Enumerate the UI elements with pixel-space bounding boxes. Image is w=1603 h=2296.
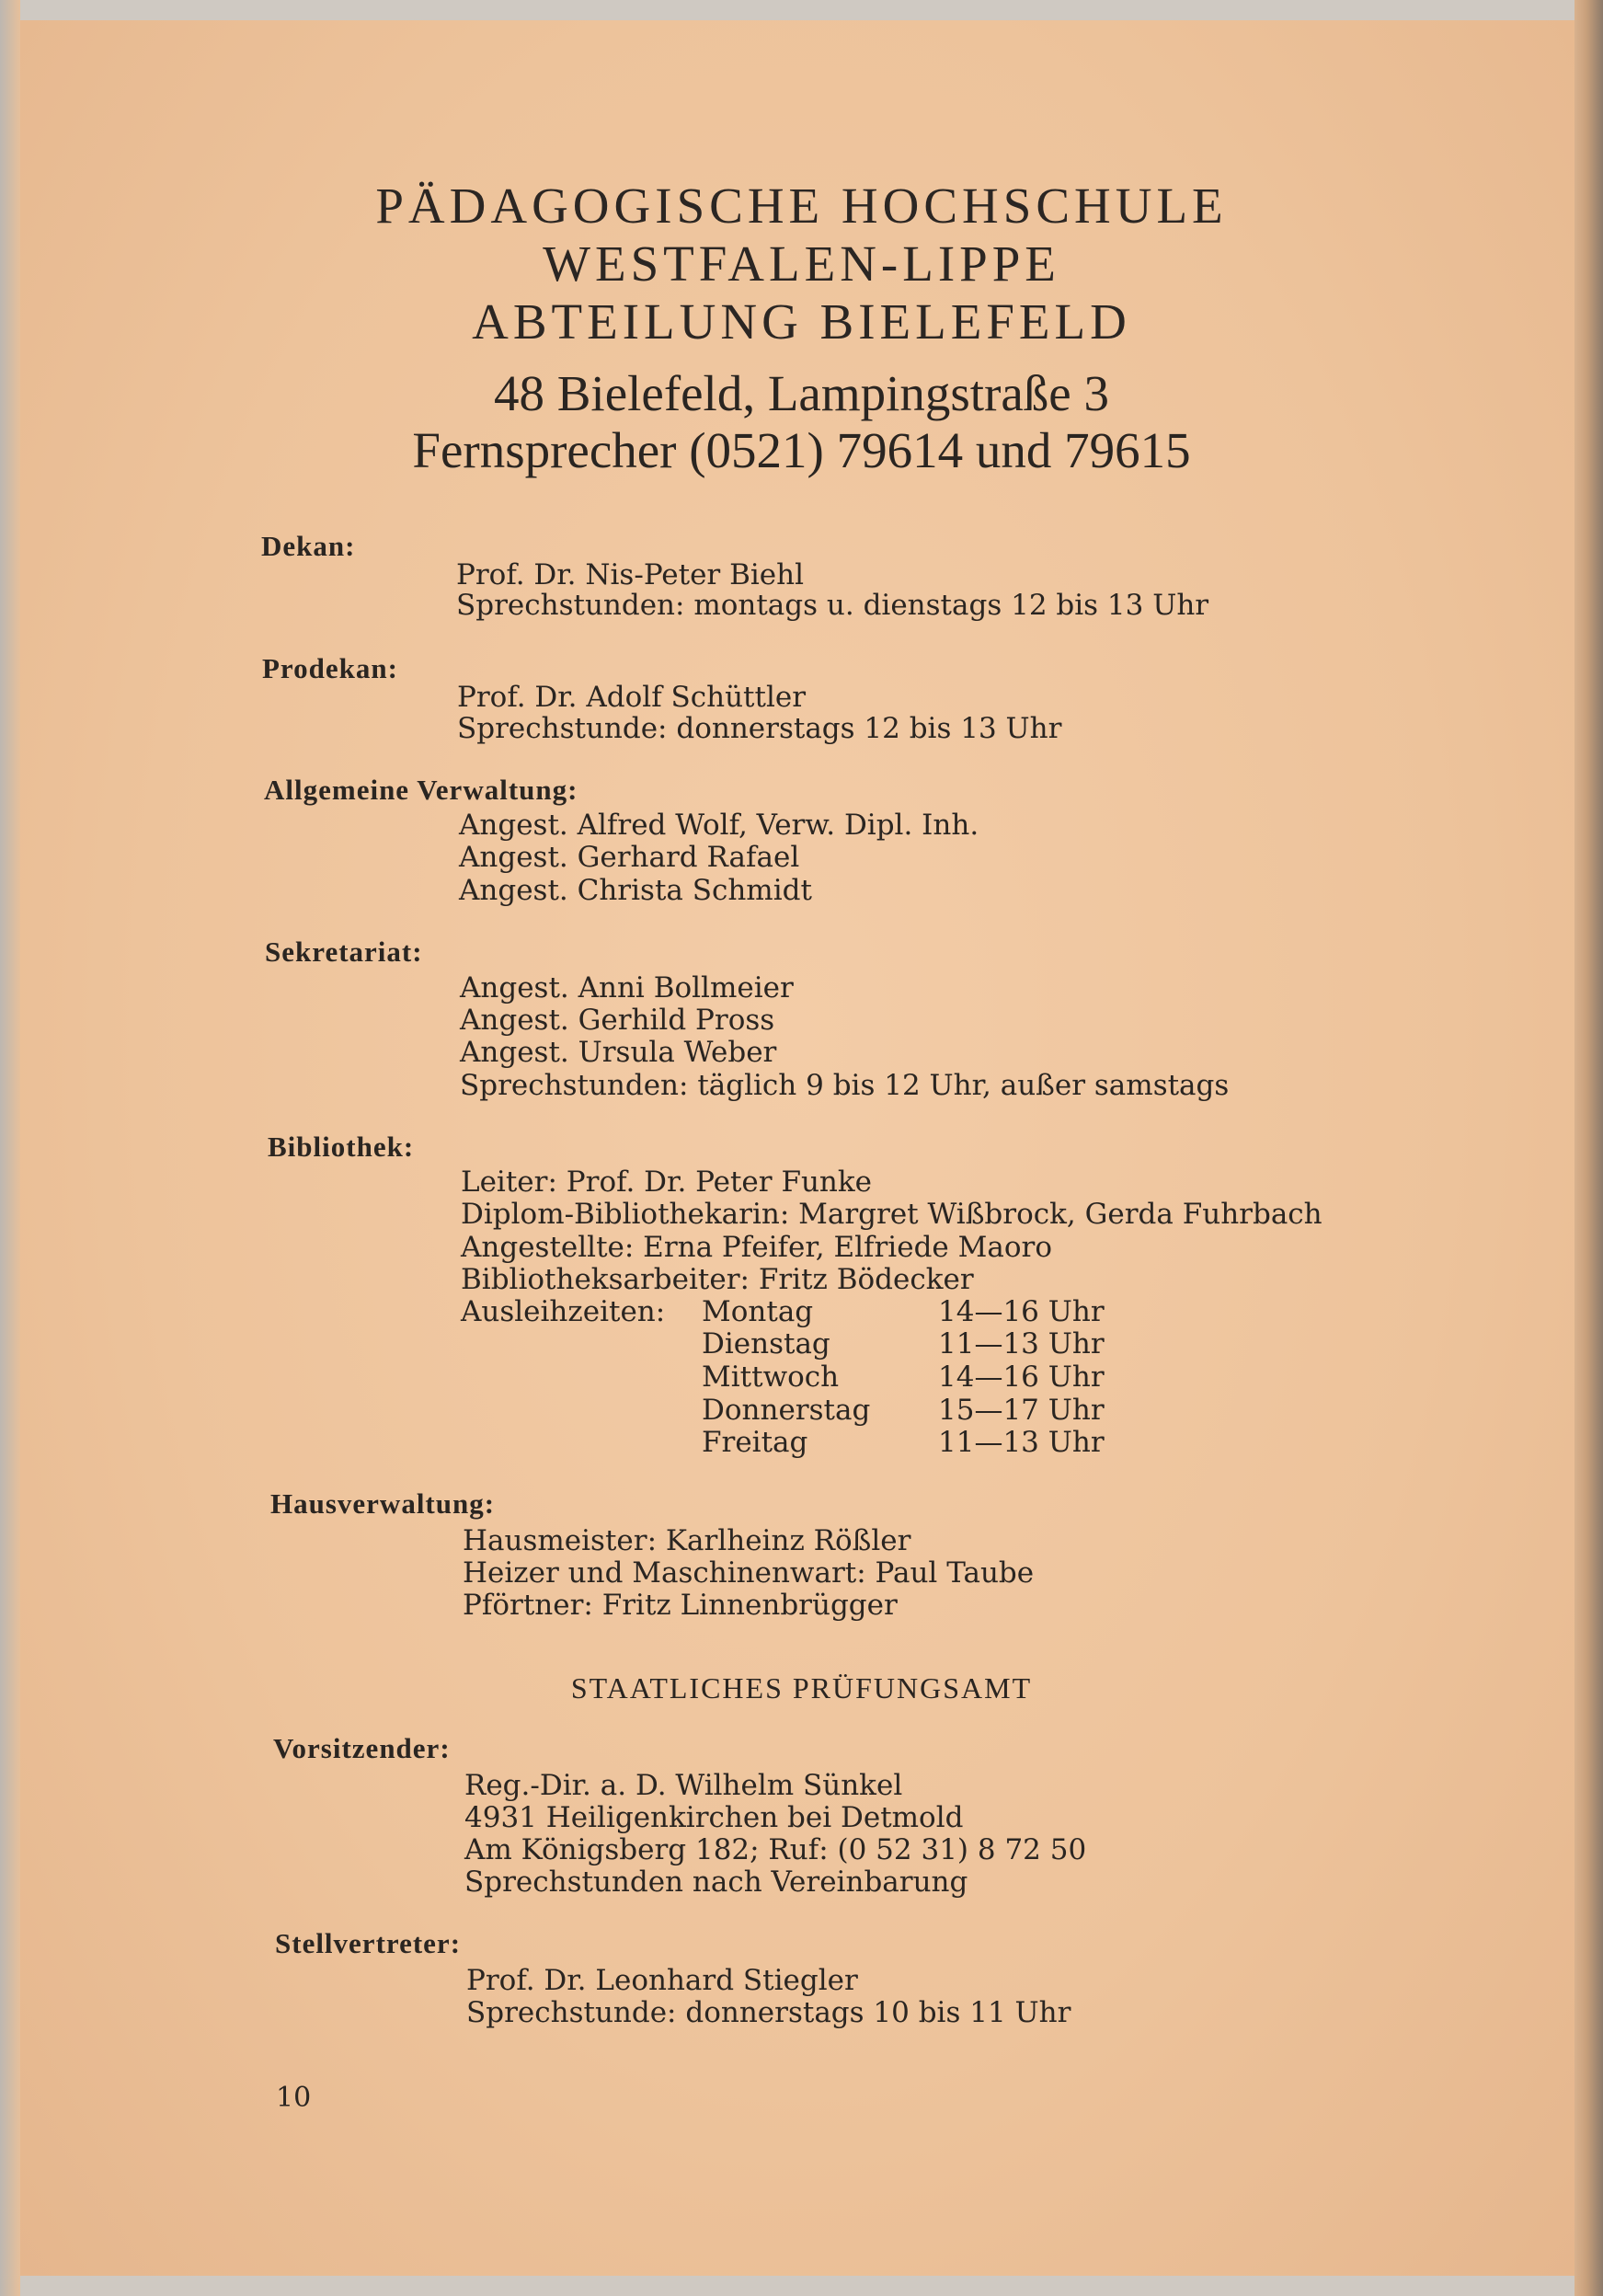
institution-phone: Fernsprecher (0521) 79614 und 79615 <box>412 422 1191 478</box>
bibliothek-leiter: Leiter: Prof. Dr. Peter Funke <box>461 1165 873 1199</box>
institution-address: 48 Bielefeld, Lampingstraße 3 <box>494 365 1109 421</box>
schedule-day: Dienstag <box>702 1327 830 1360</box>
sekretariat-hours: Sprechstunden: täglich 9 bis 12 Uhr, außer samstags <box>460 1069 1230 1102</box>
schedule-day: Freitag <box>702 1426 808 1459</box>
vorsitzender-hours: Sprechstunden nach Vereinbarung <box>464 1866 968 1899</box>
dekan-hours: Sprechstunden: montags u. dienstags 12 bis 13 Uhr <box>456 589 1209 622</box>
schedule-time: 11—13 Uhr <box>938 1426 1105 1459</box>
book-page <box>20 20 1574 2276</box>
institution-region: WESTFALEN-LIPPE <box>543 235 1060 292</box>
bibliothek-bibliothekarin: Diplom-Bibliothekarin: Margret Wißbrock, Gerda Fuhrbach <box>461 1198 1322 1231</box>
schedule-day: Mittwoch <box>702 1360 840 1394</box>
hausverwaltung-label: Hausverwaltung: <box>270 1487 496 1520</box>
schedule-time: 11—13 Uhr <box>938 1327 1105 1360</box>
verwaltung-label: Allgemeine Verwaltung: <box>264 774 578 806</box>
dekan-label: Dekan: <box>261 530 356 562</box>
stellvertreter-name: Prof. Dr. Leonhard Stiegler <box>466 1964 858 1997</box>
verwaltung-staff-2: Angest. Gerhard Rafael <box>459 841 800 874</box>
stellvertreter-hours: Sprechstunde: donnerstags 10 bis 11 Uhr <box>466 1996 1071 2029</box>
schedule-day: Montag <box>702 1295 814 1328</box>
schedule-time: 15—17 Uhr <box>938 1394 1105 1427</box>
schedule-day: Donnerstag <box>702 1394 871 1427</box>
dekan-name: Prof. Dr. Nis-Peter Biehl <box>456 558 805 591</box>
hausverwaltung-hausmeister: Hausmeister: Karlheinz Rößler <box>463 1524 911 1557</box>
prodekan-name: Prof. Dr. Adolf Schüttler <box>457 681 807 714</box>
vorsitzender-town: 4931 Heiligenkirchen bei Detmold <box>464 1801 964 1834</box>
pruefungsamt-title: STAATLICHES PRÜFUNGSAMT <box>570 1671 1033 1705</box>
sekretariat-staff-2: Angest. Gerhild Pross <box>460 1004 775 1037</box>
prodekan-hours: Sprechstunde: donnerstags 12 bis 13 Uhr <box>457 712 1062 745</box>
sekretariat-staff-1: Angest. Anni Bollmeier <box>460 971 794 1004</box>
verwaltung-staff-1: Angest. Alfred Wolf, Verw. Dipl. Inh. <box>459 809 979 842</box>
vorsitzender-name: Reg.-Dir. a. D. Wilhelm Sünkel <box>464 1769 903 1802</box>
hausverwaltung-heizer: Heizer und Maschinenwart: Paul Taube <box>463 1556 1035 1590</box>
sekretariat-staff-3: Angest. Ursula Weber <box>460 1036 777 1069</box>
verwaltung-staff-3: Angest. Christa Schmidt <box>459 874 812 907</box>
bibliothek-arbeiter: Bibliotheksarbeiter: Fritz Bödecker <box>461 1263 974 1296</box>
schedule-time: 14—16 Uhr <box>938 1360 1105 1394</box>
vorsitzender-address: Am Königsberg 182; Ruf: (0 52 31) 8 72 50 <box>464 1833 1087 1866</box>
institution-title: PÄDAGOGISCHE HOCHSCHULE <box>375 178 1228 234</box>
ausleih-label: Ausleihzeiten: <box>461 1295 666 1328</box>
hausverwaltung-pfoertner: Pförtner: Fritz Linnenbrügger <box>463 1589 898 1622</box>
bibliothek-label: Bibliothek: <box>268 1131 415 1163</box>
prodekan-label: Prodekan: <box>262 652 398 684</box>
schedule-time: 14—16 Uhr <box>938 1295 1105 1328</box>
bibliothek-angestellte: Angestellte: Erna Pfeifer, Elfriede Maoro <box>461 1231 1052 1264</box>
vorsitzender-label: Vorsitzender: <box>273 1732 451 1764</box>
stellvertreter-label: Stellvertreter: <box>275 1927 462 1959</box>
page-number: 10 <box>276 2082 312 2114</box>
institution-department: ABTEILUNG BIELEFELD <box>472 293 1131 350</box>
sekretariat-label: Sekretariat: <box>265 936 423 968</box>
